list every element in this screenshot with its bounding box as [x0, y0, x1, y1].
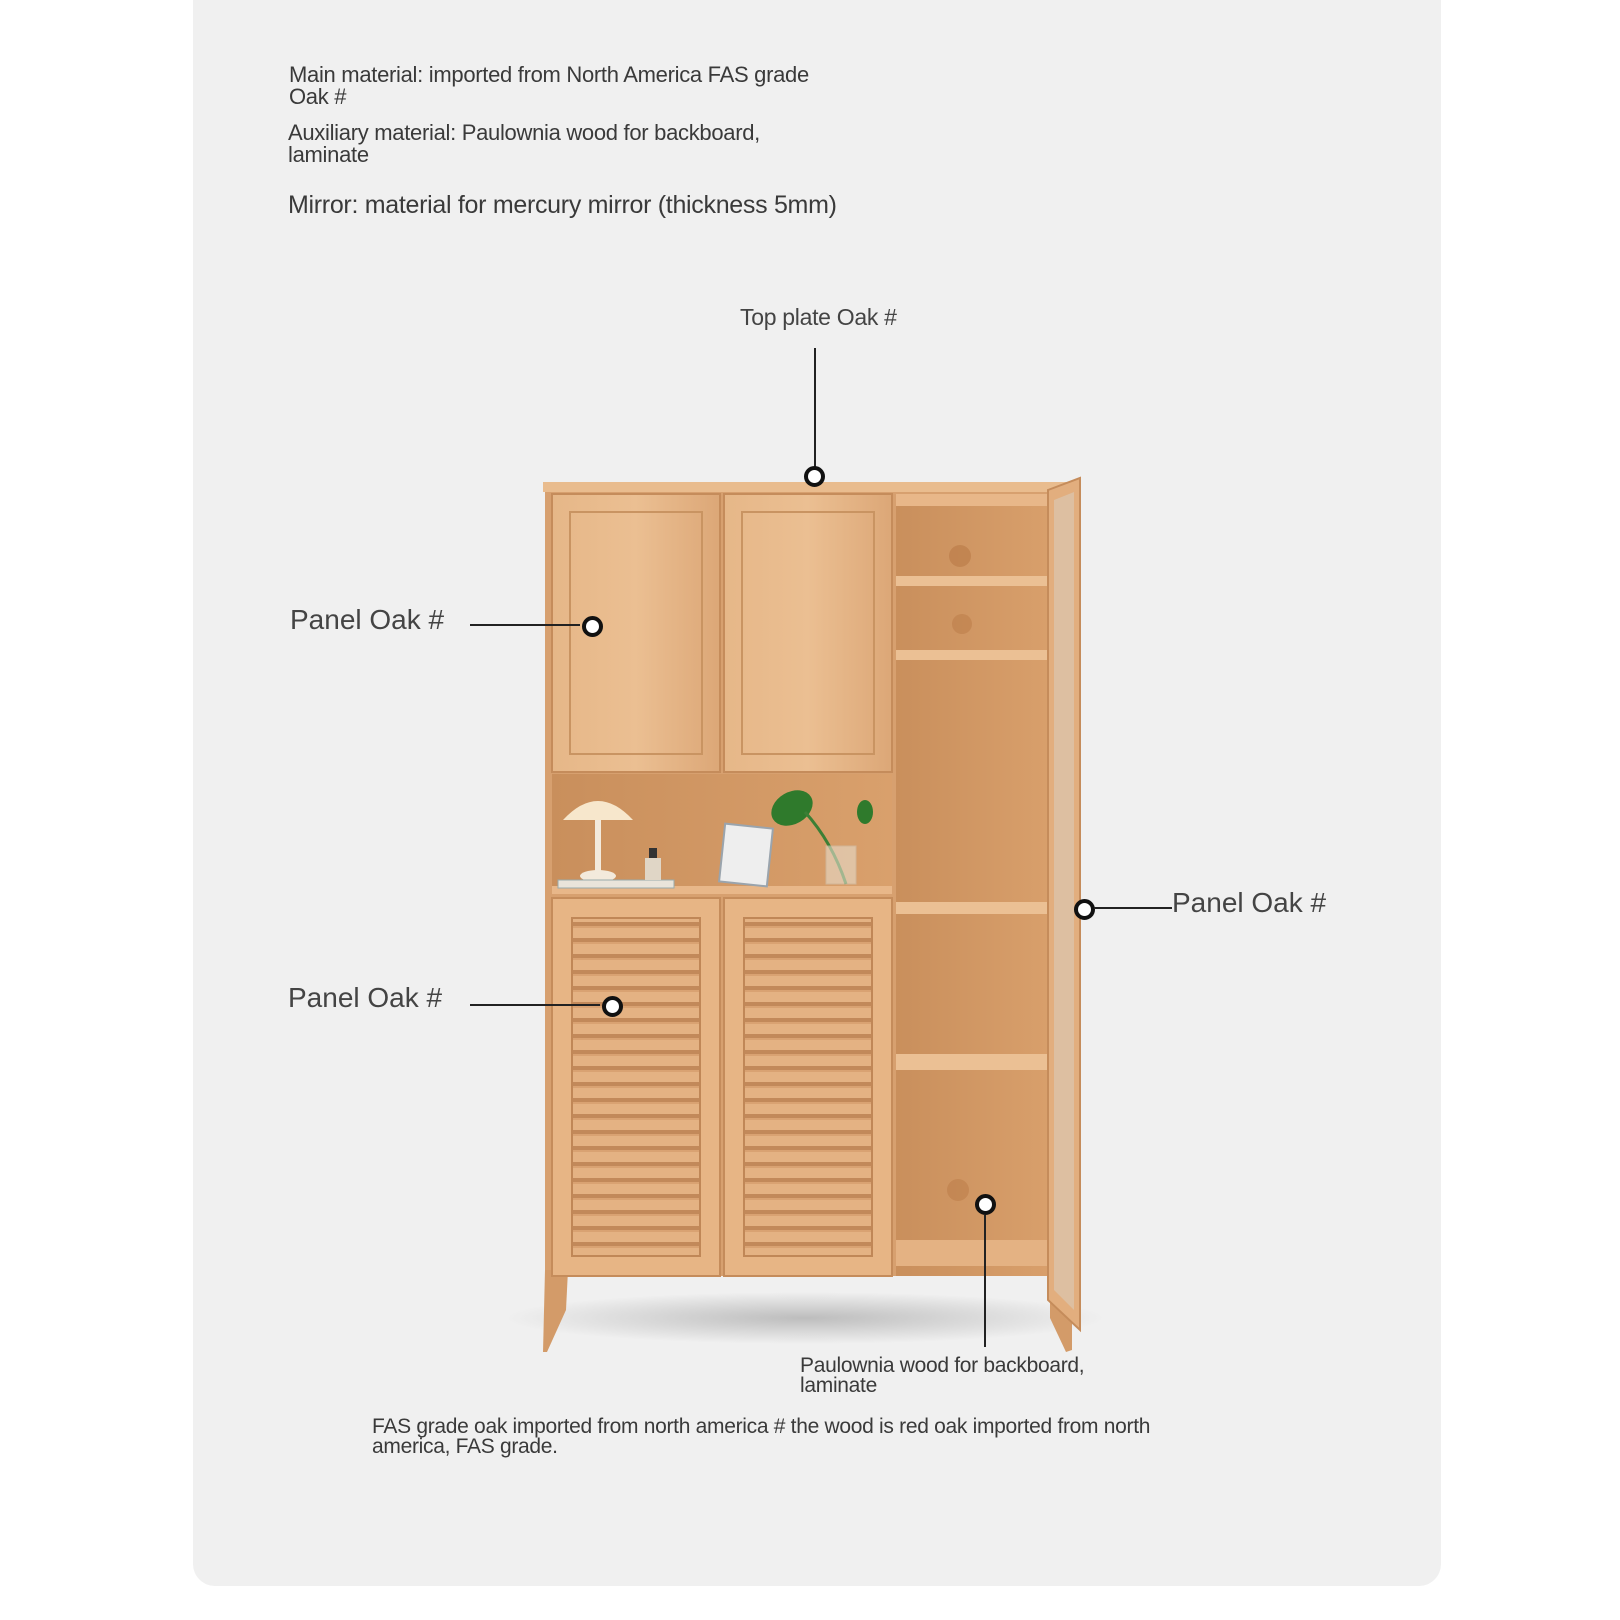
callout-backboard-line — [984, 1215, 986, 1347]
callout-backboard-dot — [975, 1194, 996, 1215]
shelf-3 — [896, 902, 1056, 914]
callout-panel-lower-left-label: Panel Oak # — [288, 982, 443, 1013]
lamp-stem — [595, 820, 601, 872]
callout-panel-lower-left-dot — [602, 996, 623, 1017]
photo-frame — [719, 824, 773, 887]
callout-panel-upper-left-line — [470, 624, 580, 626]
callout-top-plate-line — [814, 348, 816, 470]
shelf-1 — [896, 576, 1056, 586]
main-material-line2: Oak # — [289, 84, 347, 109]
footer-note — [372, 1417, 1150, 1457]
upper-door-left — [552, 494, 720, 772]
glass-vase — [826, 846, 856, 884]
callout-top-plate-dot — [804, 466, 825, 487]
upper-door-right — [724, 494, 892, 772]
shelf-2 — [896, 650, 1056, 660]
callout-panel-right-dot — [1074, 899, 1095, 920]
main-material-line1: Main material: imported from North America FAS grade — [289, 62, 809, 87]
callout-panel-right-label: Panel Oak # — [1172, 887, 1327, 918]
backboard-label-line2: laminate — [800, 1373, 877, 1397]
left-leg — [543, 1270, 568, 1352]
footer-note-line1: FAS grade oak imported from north america # the wood is red oak imported from north — [372, 1415, 1151, 1438]
footer-note-line2: america, FAS grade. — [372, 1434, 558, 1458]
callout-top-plate-label: Top plate Oak # — [740, 304, 897, 330]
books — [558, 880, 674, 888]
tall-compartment — [896, 494, 1056, 1276]
floor-shadow — [505, 1292, 1105, 1344]
callout-panel-lower-left-line — [470, 1004, 600, 1006]
callout-panel-right-line — [1094, 907, 1172, 909]
callout-panel-upper-left-dot — [582, 616, 603, 637]
backboard-label-line1: Paulownia wood for backboard, — [800, 1354, 1085, 1377]
aux-material-line2: laminate — [288, 142, 369, 167]
callout-panel-upper-left-label: Panel Oak # — [290, 604, 445, 635]
shelf-4 — [896, 1054, 1056, 1070]
callout-backboard-label — [800, 1356, 1084, 1396]
aux-material-line1: Auxiliary material: Paulownia wood for backboard, — [288, 120, 760, 145]
perfume-bottle — [645, 858, 661, 880]
mirror-material-text: Mirror: material for mercury mirror (thickness 5mm) — [288, 191, 837, 219]
